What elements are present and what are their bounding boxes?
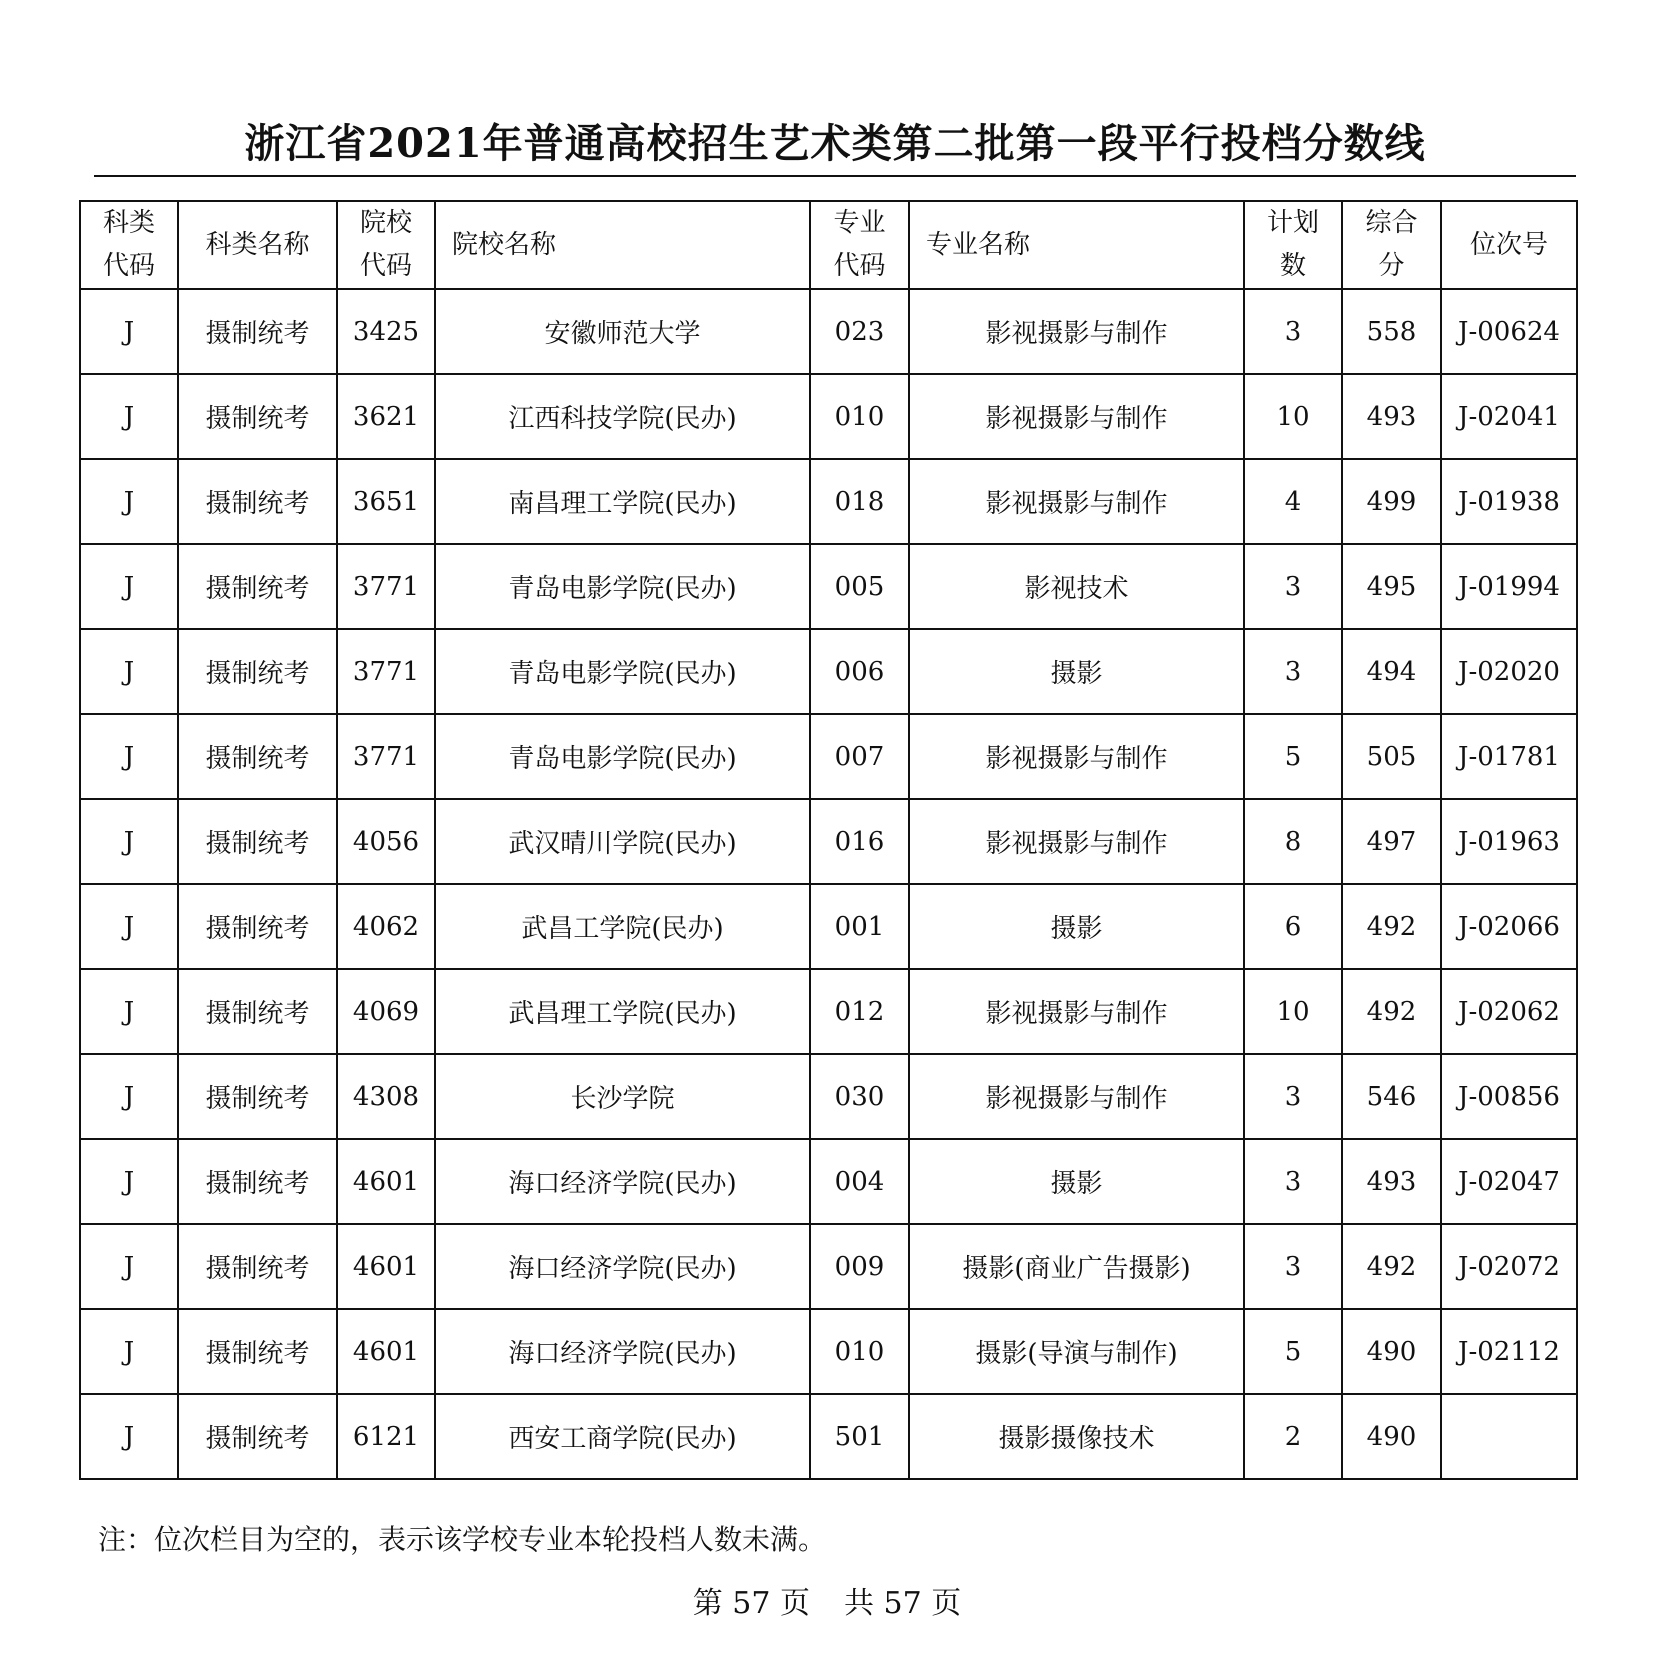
school-code-cell: 4056 — [337, 799, 435, 884]
category-code-cell: J — [80, 714, 178, 799]
plan-count-cell: 8 — [1244, 799, 1342, 884]
composite-score-cell: 558 — [1342, 289, 1441, 374]
major-name-cell: 影视摄影与制作 — [909, 374, 1244, 459]
category-code-cell: J — [80, 374, 178, 459]
major-name-cell: 摄影 — [909, 884, 1244, 969]
category-code-cell: J — [80, 969, 178, 1054]
rank-number-cell: J-02066 — [1441, 884, 1577, 969]
rank-number-cell: J-01994 — [1441, 544, 1577, 629]
table-row — [80, 1394, 1577, 1479]
major-name-cell: 摄影 — [909, 1139, 1244, 1224]
school-code-cell: 3771 — [337, 544, 435, 629]
header-category-name: 科类名称 — [178, 201, 337, 289]
rank-number-cell: J-02072 — [1441, 1224, 1577, 1309]
major-code-cell: 012 — [810, 969, 909, 1054]
header-school-name: 院校名称 — [435, 201, 810, 289]
admission-score-table — [79, 200, 1578, 1480]
title-underline — [94, 175, 1576, 177]
major-name-cell: 影视技术 — [909, 544, 1244, 629]
major-code-cell: 016 — [810, 799, 909, 884]
major-code-cell: 018 — [810, 459, 909, 544]
category-name-cell: 摄制统考 — [178, 289, 337, 374]
school-name-cell: 长沙学院 — [435, 1054, 810, 1139]
rank-number-cell: J-00856 — [1441, 1054, 1577, 1139]
category-name-cell: 摄制统考 — [178, 884, 337, 969]
header-plan-count: 计划 数 — [1244, 201, 1342, 289]
major-name-cell: 摄影 — [909, 629, 1244, 714]
table-header-row — [80, 201, 1577, 289]
school-name-cell: 武汉晴川学院(民办) — [435, 799, 810, 884]
major-name-cell: 摄影(导演与制作) — [909, 1309, 1244, 1394]
header-major-code: 专业 代码 — [810, 201, 909, 289]
plan-count-cell: 3 — [1244, 629, 1342, 714]
header-composite-score: 综合 分 — [1342, 201, 1441, 289]
composite-score-cell: 494 — [1342, 629, 1441, 714]
major-name-cell: 影视摄影与制作 — [909, 799, 1244, 884]
school-code-cell: 3771 — [337, 714, 435, 799]
table-row — [80, 629, 1577, 714]
major-code-cell: 010 — [810, 374, 909, 459]
plan-count-cell: 10 — [1244, 374, 1342, 459]
major-code-cell: 001 — [810, 884, 909, 969]
composite-score-cell: 495 — [1342, 544, 1441, 629]
category-code-cell: J — [80, 459, 178, 544]
table-row — [80, 544, 1577, 629]
major-name-cell: 影视摄影与制作 — [909, 289, 1244, 374]
plan-count-cell: 3 — [1244, 1139, 1342, 1224]
rank-number-cell: J-02020 — [1441, 629, 1577, 714]
composite-score-cell: 497 — [1342, 799, 1441, 884]
composite-score-cell: 493 — [1342, 374, 1441, 459]
page-footer — [0, 1582, 1654, 1626]
rank-number-cell: J-02062 — [1441, 969, 1577, 1054]
school-code-cell: 3621 — [337, 374, 435, 459]
rank-number-cell: J-01963 — [1441, 799, 1577, 884]
school-code-cell: 6121 — [337, 1394, 435, 1479]
plan-count-cell: 3 — [1244, 544, 1342, 629]
school-name-cell: 南昌理工学院(民办) — [435, 459, 810, 544]
school-code-cell: 3651 — [337, 459, 435, 544]
school-name-cell: 海口经济学院(民办) — [435, 1139, 810, 1224]
plan-count-cell: 3 — [1244, 1224, 1342, 1309]
composite-score-cell: 492 — [1342, 884, 1441, 969]
plan-count-cell: 2 — [1244, 1394, 1342, 1479]
major-code-cell: 501 — [810, 1394, 909, 1479]
footnote: 注：位次栏目为空的，表示该学校专业本轮投档人数未满。 — [98, 1523, 827, 1556]
rank-number-cell: J-01938 — [1441, 459, 1577, 544]
category-code-cell: J — [80, 1224, 178, 1309]
table-row — [80, 1054, 1577, 1139]
school-name-cell: 海口经济学院(民办) — [435, 1309, 810, 1394]
school-name-cell: 青岛电影学院(民办) — [435, 544, 810, 629]
plan-count-cell: 6 — [1244, 884, 1342, 969]
major-name-cell: 摄影(商业广告摄影) — [909, 1224, 1244, 1309]
category-name-cell: 摄制统考 — [178, 1224, 337, 1309]
rank-number-cell — [1441, 1394, 1577, 1479]
category-name-cell: 摄制统考 — [178, 1309, 337, 1394]
category-name-cell: 摄制统考 — [178, 459, 337, 544]
school-name-cell: 武昌工学院(民办) — [435, 884, 810, 969]
major-code-cell: 030 — [810, 1054, 909, 1139]
composite-score-cell: 546 — [1342, 1054, 1441, 1139]
plan-count-cell: 3 — [1244, 289, 1342, 374]
table-row — [80, 1139, 1577, 1224]
school-name-cell: 青岛电影学院(民办) — [435, 714, 810, 799]
school-code-cell: 4062 — [337, 884, 435, 969]
composite-score-cell: 505 — [1342, 714, 1441, 799]
category-name-cell: 摄制统考 — [178, 544, 337, 629]
school-code-cell: 4308 — [337, 1054, 435, 1139]
major-code-cell: 009 — [810, 1224, 909, 1309]
category-code-cell: J — [80, 1309, 178, 1394]
major-name-cell: 影视摄影与制作 — [909, 714, 1244, 799]
major-name-cell: 影视摄影与制作 — [909, 459, 1244, 544]
plan-count-cell: 5 — [1244, 1309, 1342, 1394]
school-name-cell: 西安工商学院(民办) — [435, 1394, 810, 1479]
rank-number-cell: J-02041 — [1441, 374, 1577, 459]
composite-score-cell: 490 — [1342, 1309, 1441, 1394]
header-major-name: 专业名称 — [909, 201, 1244, 289]
category-name-cell: 摄制统考 — [178, 969, 337, 1054]
school-name-cell: 江西科技学院(民办) — [435, 374, 810, 459]
table-row — [80, 374, 1577, 459]
category-code-cell: J — [80, 544, 178, 629]
table-row — [80, 969, 1577, 1054]
major-code-cell: 006 — [810, 629, 909, 714]
header-school-code: 院校 代码 — [337, 201, 435, 289]
category-name-cell: 摄制统考 — [178, 1394, 337, 1479]
rank-number-cell: J-01781 — [1441, 714, 1577, 799]
category-name-cell: 摄制统考 — [178, 714, 337, 799]
school-code-cell: 4069 — [337, 969, 435, 1054]
rank-number-cell: J-00624 — [1441, 289, 1577, 374]
school-code-cell: 3425 — [337, 289, 435, 374]
category-name-cell: 摄制统考 — [178, 799, 337, 884]
category-name-cell: 摄制统考 — [178, 374, 337, 459]
school-name-cell: 海口经济学院(民办) — [435, 1224, 810, 1309]
rank-number-cell: J-02112 — [1441, 1309, 1577, 1394]
page-number: 第 57 页 — [692, 1586, 810, 1621]
school-code-cell: 3771 — [337, 629, 435, 714]
header-rank-number: 位次号 — [1441, 201, 1577, 289]
table-row — [80, 884, 1577, 969]
major-code-cell: 023 — [810, 289, 909, 374]
category-code-cell: J — [80, 1054, 178, 1139]
composite-score-cell: 499 — [1342, 459, 1441, 544]
school-name-cell: 武昌理工学院(民办) — [435, 969, 810, 1054]
composite-score-cell: 492 — [1342, 969, 1441, 1054]
category-code-cell: J — [80, 1394, 178, 1479]
table-row — [80, 714, 1577, 799]
major-code-cell: 004 — [810, 1139, 909, 1224]
school-name-cell: 安徽师范大学 — [435, 289, 810, 374]
table-row — [80, 799, 1577, 884]
table-row — [80, 1224, 1577, 1309]
composite-score-cell: 492 — [1342, 1224, 1441, 1309]
plan-count-cell: 4 — [1244, 459, 1342, 544]
plan-count-cell: 5 — [1244, 714, 1342, 799]
plan-count-cell: 10 — [1244, 969, 1342, 1054]
school-code-cell: 4601 — [337, 1224, 435, 1309]
major-name-cell: 影视摄影与制作 — [909, 1054, 1244, 1139]
rank-number-cell: J-02047 — [1441, 1139, 1577, 1224]
category-code-cell: J — [80, 1139, 178, 1224]
composite-score-cell: 490 — [1342, 1394, 1441, 1479]
composite-score-cell: 493 — [1342, 1139, 1441, 1224]
category-name-cell: 摄制统考 — [178, 1139, 337, 1224]
major-code-cell: 007 — [810, 714, 909, 799]
page-title: 浙江省2021年普通高校招生艺术类第二批第一段平行投档分数线 — [244, 120, 1426, 167]
category-name-cell: 摄制统考 — [178, 629, 337, 714]
header-category-code: 科类 代码 — [80, 201, 178, 289]
table-row — [80, 1309, 1577, 1394]
major-code-cell: 005 — [810, 544, 909, 629]
category-code-cell: J — [80, 799, 178, 884]
school-code-cell: 4601 — [337, 1309, 435, 1394]
page-total: 共 57 页 — [844, 1586, 962, 1621]
major-name-cell: 影视摄影与制作 — [909, 969, 1244, 1054]
table-row — [80, 459, 1577, 544]
school-name-cell: 青岛电影学院(民办) — [435, 629, 810, 714]
category-code-cell: J — [80, 289, 178, 374]
major-name-cell: 摄影摄像技术 — [909, 1394, 1244, 1479]
plan-count-cell: 3 — [1244, 1054, 1342, 1139]
major-code-cell: 010 — [810, 1309, 909, 1394]
table-body — [80, 289, 1577, 1479]
school-code-cell: 4601 — [337, 1139, 435, 1224]
category-name-cell: 摄制统考 — [178, 1054, 337, 1139]
category-code-cell: J — [80, 884, 178, 969]
table-row — [80, 289, 1577, 374]
category-code-cell: J — [80, 629, 178, 714]
